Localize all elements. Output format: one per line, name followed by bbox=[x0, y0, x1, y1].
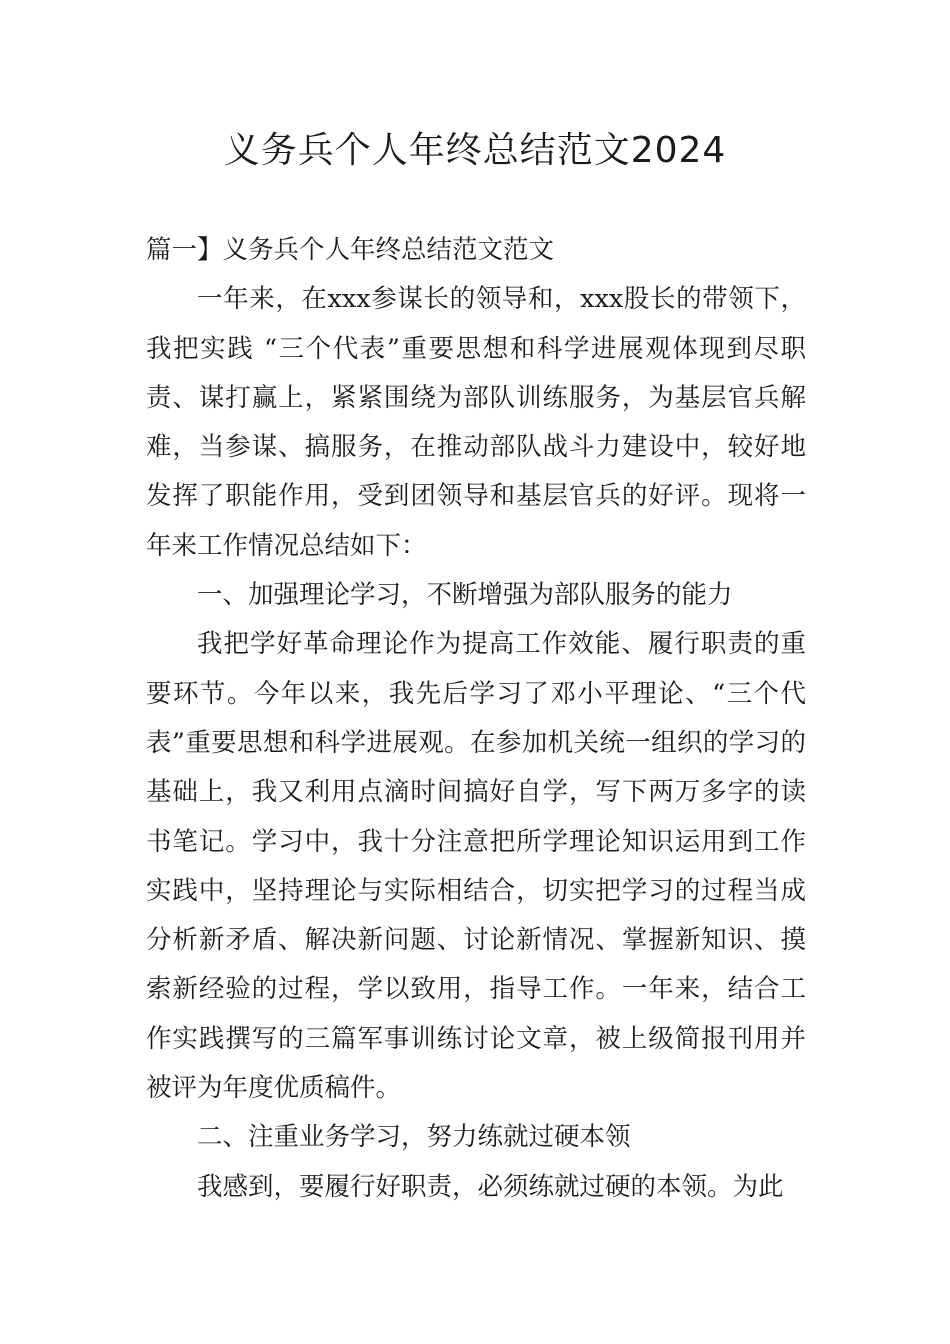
theory-study-paragraph: 我把学好革命理论作为提高工作效能、履行职责的重要环节。今年以来，我先后学习了邓小平理论、“三个代表”重要思想和科学进展观。在参加机关统一组织的学习的基础上，我又利用点滴时间搞好自学，写下两万多字的读书笔记。学习中，我十分注意把所学理论知识运用到工作实践中，坚持理论与实际相结合，切实把学习的过程当成分析新矛盾、解决新问题、讨论新情况、掌握新知识、摸索新经验的过程，学以致用，指导工作。一年来，结合工作实践撰写的三篇军事训练讨论文章，被上级简报刊用并被评为年度优质稿件。 bbox=[146, 629, 806, 1104]
business-study-paragraph: 我感到，要履行好职责，必须练就过硬的本领。为此 bbox=[197, 1171, 784, 1202]
intro-paragraph: 一年来，在xxx参谋长的领导和，xxx股长的带领下，我把实践 “三个代表”重要思想和科学进展观体现到尽职责、谋打赢上，紧紧围绕为部队训练服务，为基层官兵解难，当参谋、搞服务，在推动部队战斗力建设中，较好地发挥了职能作用，受到团领导和基层官兵的好评。现将一年来工作情况总结如下： bbox=[146, 284, 806, 561]
document-title: 义务兵个人年终总结范文2024 bbox=[223, 130, 727, 171]
section-heading-business-study: 二、注重业务学习，努力练就过硬本领 bbox=[197, 1122, 631, 1153]
section-heading-part-one: 篇一】义务兵个人年终总结范文范文 bbox=[146, 235, 555, 265]
section-heading-theory-study: 一、加强理论学习，不断增强为部队服务的能力 bbox=[197, 580, 733, 611]
document-body bbox=[146, 226, 806, 1212]
